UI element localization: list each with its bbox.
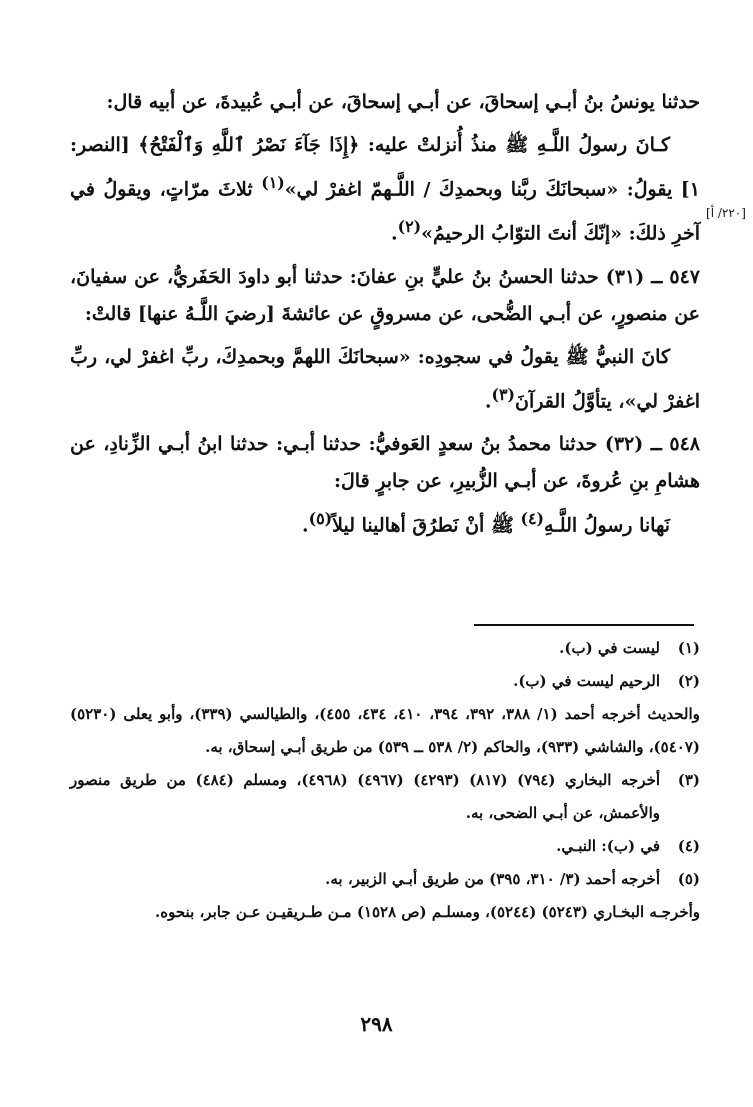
hadith-548-text-a: نَهانا رسولُ اللَّـهِ	[544, 514, 670, 537]
hadith-546-text-c: ثلاثَ مرّاتٍ، ويقولُ في آخرِ ذلكَ: «إنّكَ أنتَ التوّابُ الرحيمُ»	[70, 178, 700, 245]
hadith-546-matn: كـانَ رسولُ اللَّـهِ ﷺ منذُ أُنزلتْ عليه: ﴿إِذَا جَآءَ نَصْرُ ٱللَّهِ وَٱلْفَتْحُ﴾ [النصر: ١] يقولُ: «سبحانَكَ ربَّنا وبحمدِكَ / اللَّـهمّ اغفرْ لي»$^{(١)}$ ثلاثَ مرّاتٍ، ويقولُ في آخرِ ذلكَ: «إنّكَ أنتَ التوّابُ الرحيمُ»$^{(٢)}$.	[70, 134, 701, 245]
page-number: ٢٩٨	[360, 1012, 393, 1036]
main-text	[70, 84, 700, 544]
hadith-547-isnad: ٥٤٧ ــ (٣١) حدثنا الحسنُ بنُ عليٍّ بنِ عفانَ: حدثنا أبو داودَ الحَفَريُّ، عن سفيانَ، عن منصورٍ، عن أبـي الضُّحى، عن مسروقٍ عن عائشةَ [رضيَ اللَّـهُ عنها] قالتْ:	[70, 265, 700, 325]
footnote-5	[70, 863, 700, 896]
footnote-3	[70, 764, 700, 830]
hadith-547-matn: كانَ النبيُّ ﷺ يقولُ في سجودِه: «سبحانَكَ اللهمَّ وبحمدِكَ، ربِّ اغفرْ لي، ربِّ اغفرْ لي»، يتأوَّلُ القرآنَ$^{(٣)}$.	[70, 345, 700, 412]
footnote-ref-2[interactable]: (٢)	[397, 217, 422, 237]
footnote-1	[70, 632, 700, 665]
hadith-548-matn: نَهانا رسولُ اللَّـهِ$^{(٤)}$ ﷺ أنْ نَطرُقَ أهالينا ليلاً$^{(٥)}$.	[302, 508, 670, 537]
hadith-547-text: كانَ النبيُّ ﷺ يقولُ في سجودِه: «سبحانَكَ اللهمَّ وبحمدِكَ، ربِّ اغفرْ لي، ربِّ اغفرْ لي»، يتأوَّلُ القرآنَ	[70, 345, 700, 412]
footnote-number: (٥)	[677, 870, 700, 888]
footnote-ref-4[interactable]: (٤)	[520, 508, 545, 528]
footnote-2-continuation: والحديث أخرجه أحمد (١/ ٣٨٨، ٣٩٢، ٣٩٤، ٤١٠، ٤٣٤، ٤٥٥)، والطيالسي (٣٣٩)، وأبو يعلى (٥٢٣٠) (٥٤٠٧)، والشاشي (٩٣٣)، والحاكم (٢/ ٥٣٨ ــ ٥٣٩) من طريق أبـي إسحاق، به.	[70, 705, 700, 756]
footnote-text: ليست في (ب).	[559, 639, 660, 657]
footnote-5-continuation: وأخرجـه البخـاري (٥٢٤٣) (٥٢٤٤)، ومسلـم (ص ١٥٢٨) مـن طـريقيـن عـن جابر، بنحوه.	[155, 903, 700, 921]
hadith-546-text-a: كـانَ رسولُ اللَّـهِ ﷺ منذُ أُنزلتْ عليه:	[367, 134, 671, 156]
hadith-546-text-b: [النصر: ١] يقولُ: «سبحانَكَ ربَّنا وبحمدِكَ / اللَّـهمّ اغفرْ لي»	[70, 134, 701, 201]
footnote-4	[70, 830, 700, 863]
footnote-text: الرحيم ليست في (ب).	[513, 672, 660, 690]
footnote-text: أخرجه البخاري (٧٩٤) (٨١٧) (٤٢٩٣) (٤٩٦٧) (٤٩٦٨)، ومسلم (٤٨٤) من طريق منصور والأعمش، عن أبـي الضحى، به.	[70, 771, 661, 822]
footnote-ref-1[interactable]: (١)	[261, 173, 285, 192]
footnote-ref-5[interactable]: (٥)	[308, 508, 333, 528]
hadith-548-isnad: ٥٤٨ ــ (٣٢) حدثنا محمدُ بنُ سعدٍ العَوفيُّ: حدثنا أبـي: حدثنا ابنُ أبـي الزِّنادِ، عن هشامِ بنِ عُروةَ، عن أبـي الزُّبيرِ، عن جابرٍ قالَ:	[70, 432, 700, 492]
footnote-number: (٣)	[677, 771, 700, 789]
footnote-divider	[474, 624, 694, 626]
footnotes	[70, 632, 700, 929]
footnote-number: (١)	[677, 639, 700, 657]
footnote-ref-3[interactable]: (٣)	[491, 384, 516, 404]
quran-verse: ﴿إِذَا جَآءَ نَصْرُ ٱللَّهِ وَٱلْفَتْحُ﴾	[138, 134, 360, 156]
footnote-text: أخرجه أحمد (٣/ ٣١٠، ٣٩٥) من طريق أبـي الزبير، به.	[325, 870, 660, 888]
footnote-text: في (ب): النبـي.	[556, 837, 660, 855]
hadith-548-text-b: ﷺ أنْ نَطرُقَ أهالينا ليلاً	[332, 514, 521, 537]
footnote-number: (٢)	[677, 672, 700, 690]
footnote-number: (٤)	[677, 837, 700, 855]
manuscript-folio-reference: [٢٢٠/ أ]	[706, 206, 746, 220]
isnad-intro: حدثنا يونسُ بنُ أبـي إسحاقَ، عن أبـي إسحاقَ، عن أبـي عُبيدةَ، عن أبيه قال:	[106, 91, 700, 113]
footnote-2	[70, 665, 700, 698]
